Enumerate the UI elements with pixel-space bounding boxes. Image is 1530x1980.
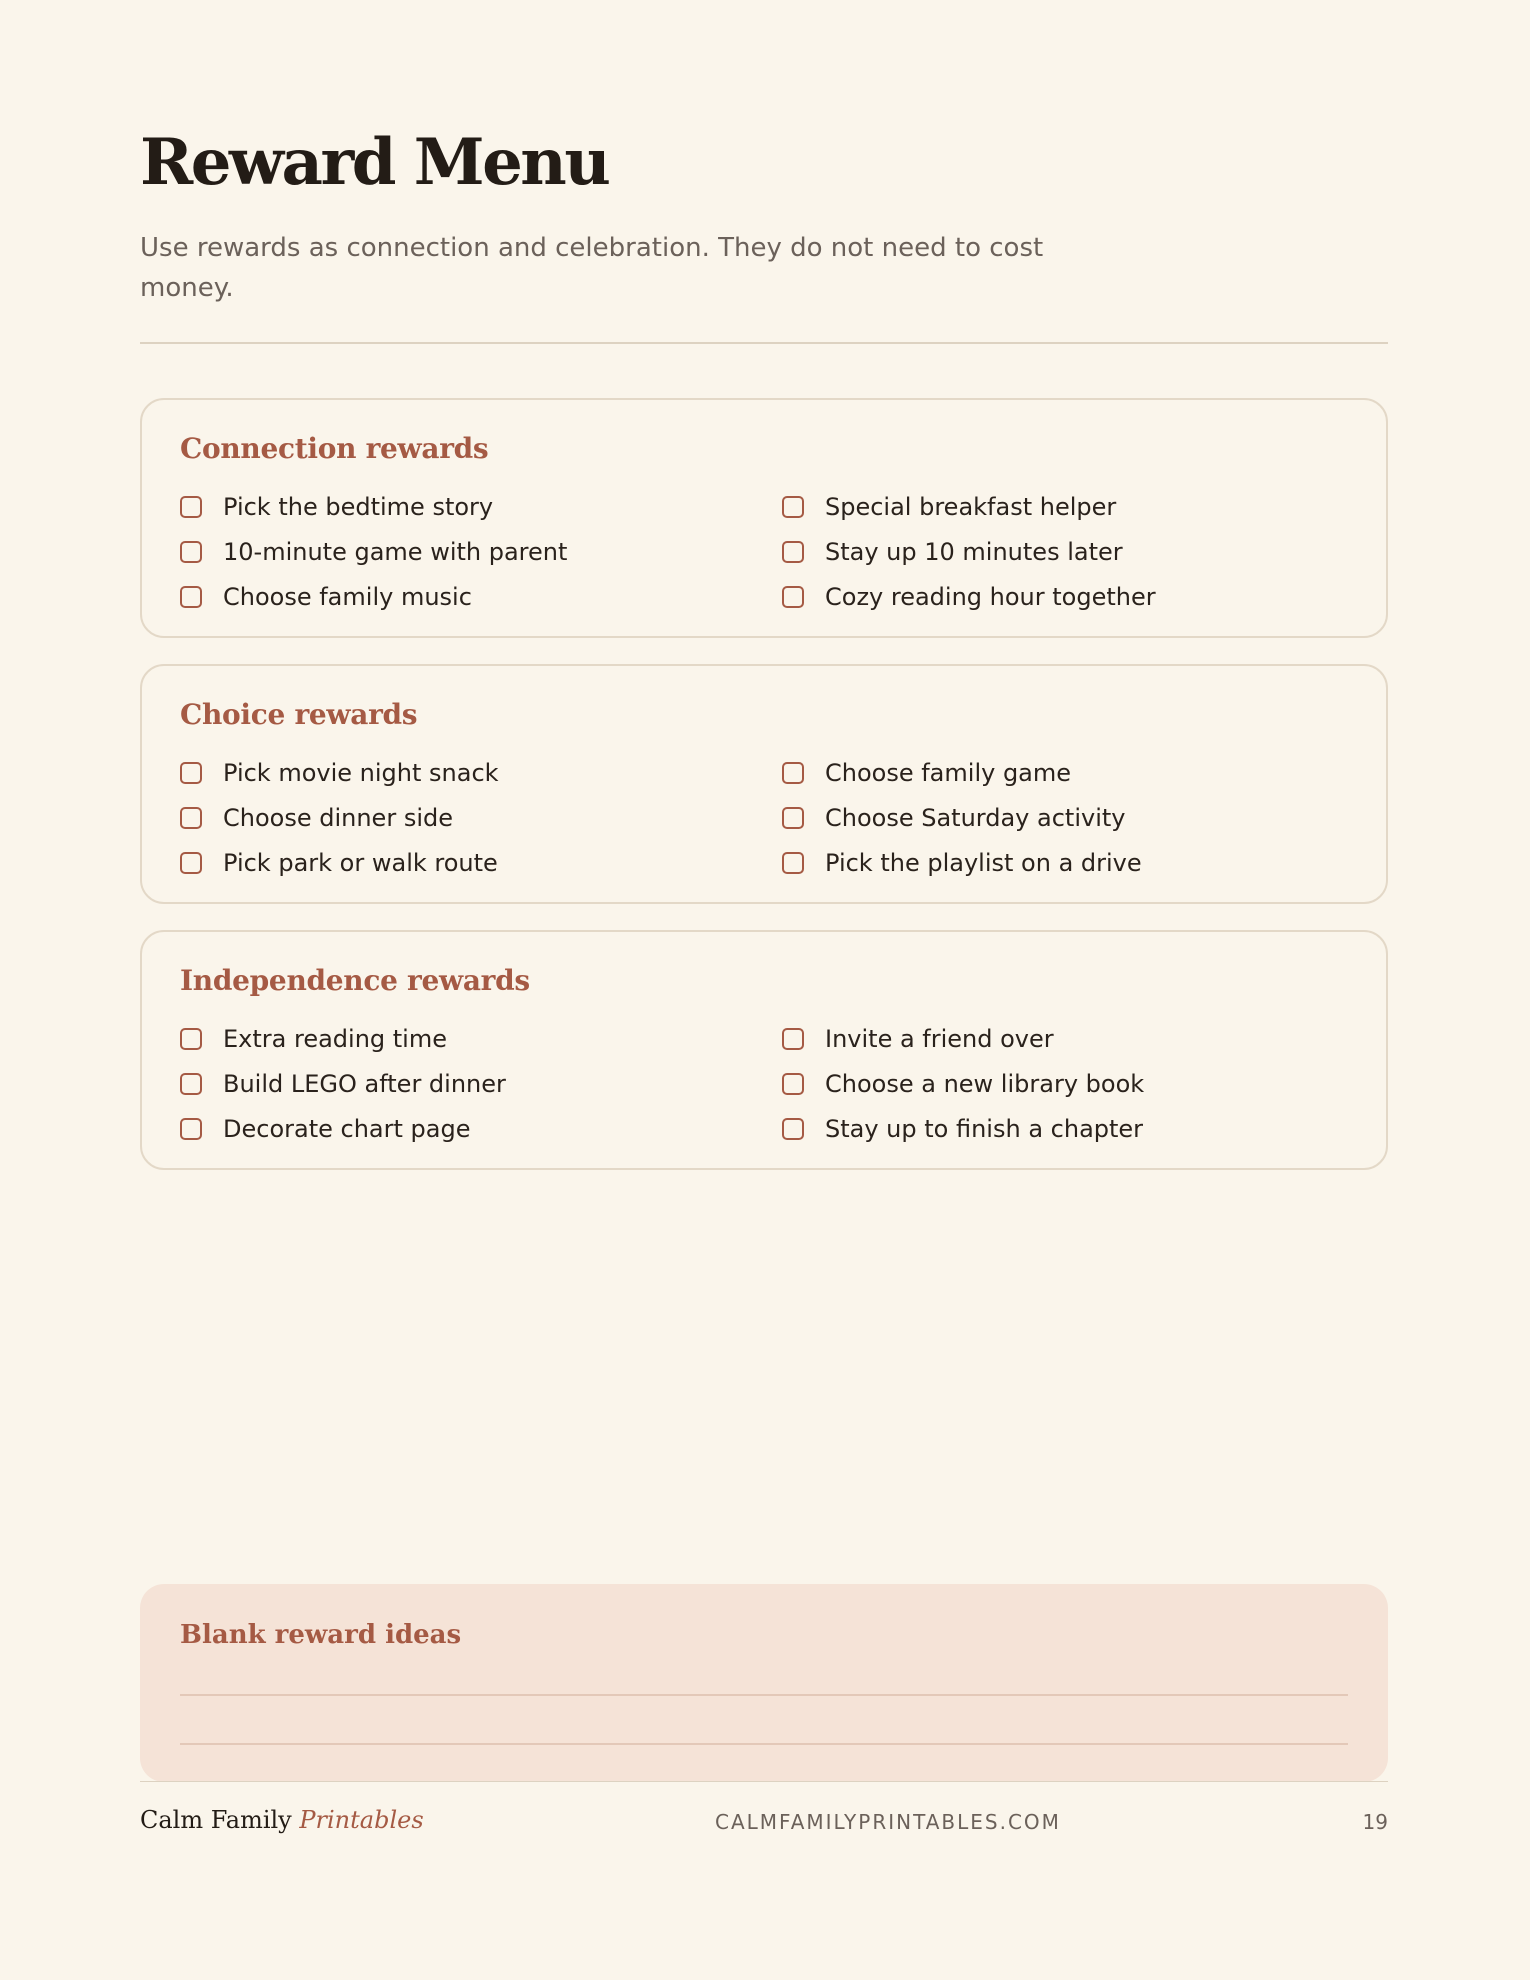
reward-label: Pick movie night snack — [223, 758, 499, 787]
checkbox-icon[interactable] — [180, 1118, 202, 1140]
reward-item[interactable] — [782, 484, 1348, 529]
reward-label: Choose Saturday activity — [825, 803, 1126, 832]
reward-label: Cozy reading hour together — [825, 582, 1156, 611]
brand-accent: Printables — [299, 1806, 424, 1834]
section-connection-rewards — [140, 398, 1388, 638]
reward-label: Pick the bedtime story — [223, 492, 494, 521]
write-line[interactable] — [180, 1743, 1348, 1745]
page-footer — [140, 1806, 1388, 1842]
reward-list — [180, 1016, 1348, 1151]
checkbox-icon[interactable] — [180, 807, 202, 829]
reward-label: Choose family music — [223, 582, 472, 611]
reward-label: Choose family game — [825, 758, 1072, 787]
checkbox-icon[interactable] — [180, 541, 202, 563]
reward-label: Build LEGO after dinner — [223, 1069, 506, 1098]
page-subtitle: Use rewards as connection and celebration. They do not need to cost money. — [140, 233, 1044, 303]
reward-item[interactable] — [180, 529, 782, 574]
blank-title: Blank reward ideas — [180, 1620, 462, 1650]
checkbox-icon[interactable] — [782, 852, 804, 874]
reward-label: Pick park or walk route — [223, 848, 498, 877]
reward-label: Extra reading time — [223, 1024, 447, 1053]
checkbox-icon[interactable] — [782, 1028, 804, 1050]
reward-item[interactable] — [782, 795, 1348, 840]
reward-label: Choose a new library book — [825, 1069, 1145, 1098]
reward-item[interactable] — [782, 1106, 1348, 1151]
reward-item[interactable] — [782, 840, 1348, 885]
reward-item[interactable] — [180, 795, 782, 840]
reward-item[interactable] — [180, 750, 782, 795]
reward-label: Decorate chart page — [223, 1114, 471, 1143]
checkbox-icon[interactable] — [180, 1073, 202, 1095]
page-number: 19 — [1362, 1810, 1388, 1834]
checkbox-icon[interactable] — [782, 1073, 804, 1095]
blank-reward-ideas-box — [140, 1584, 1388, 1782]
reward-list — [180, 750, 1348, 885]
reward-item[interactable] — [180, 1106, 782, 1151]
section-title: Choice rewards — [180, 698, 418, 731]
reward-item[interactable] — [782, 1061, 1348, 1106]
checkbox-icon[interactable] — [180, 496, 202, 518]
reward-list — [180, 484, 1348, 619]
reward-label: 10-minute game with parent — [223, 537, 568, 566]
checkbox-icon[interactable] — [782, 1118, 804, 1140]
reward-item[interactable] — [180, 484, 782, 529]
checkbox-icon[interactable] — [180, 852, 202, 874]
write-line[interactable] — [180, 1694, 1348, 1696]
brand-logo — [140, 1806, 424, 1834]
reward-label: Invite a friend over — [825, 1024, 1054, 1053]
checkbox-icon[interactable] — [180, 1028, 202, 1050]
checkbox-icon[interactable] — [782, 762, 804, 784]
checkbox-icon[interactable] — [180, 586, 202, 608]
reward-item[interactable] — [782, 574, 1348, 619]
reward-item[interactable] — [782, 750, 1348, 795]
section-choice-rewards — [140, 664, 1388, 904]
checkbox-icon[interactable] — [782, 586, 804, 608]
checkbox-icon[interactable] — [782, 807, 804, 829]
site-url: CALMFAMILYPRINTABLES.COM — [715, 1810, 1061, 1834]
header-divider — [140, 342, 1388, 344]
checkbox-icon[interactable] — [180, 762, 202, 784]
reward-item[interactable] — [180, 1061, 782, 1106]
reward-label: Choose dinner side — [223, 803, 453, 832]
section-title: Connection rewards — [180, 432, 489, 465]
page-title: Reward Menu — [140, 125, 609, 200]
reward-label: Stay up to finish a chapter — [825, 1114, 1144, 1143]
reward-item[interactable] — [180, 574, 782, 619]
section-independence-rewards — [140, 930, 1388, 1170]
reward-item[interactable] — [180, 1016, 782, 1061]
footer-divider — [140, 1781, 1388, 1782]
section-title: Independence rewards — [180, 964, 530, 997]
brand-main: Calm Family — [140, 1806, 292, 1834]
reward-label: Pick the playlist on a drive — [825, 848, 1142, 877]
reward-item[interactable] — [782, 529, 1348, 574]
reward-label: Stay up 10 minutes later — [825, 537, 1123, 566]
checkbox-icon[interactable] — [782, 541, 804, 563]
checkbox-icon[interactable] — [782, 496, 804, 518]
reward-item[interactable] — [782, 1016, 1348, 1061]
reward-label: Special breakfast helper — [825, 492, 1117, 521]
reward-item[interactable] — [180, 840, 782, 885]
